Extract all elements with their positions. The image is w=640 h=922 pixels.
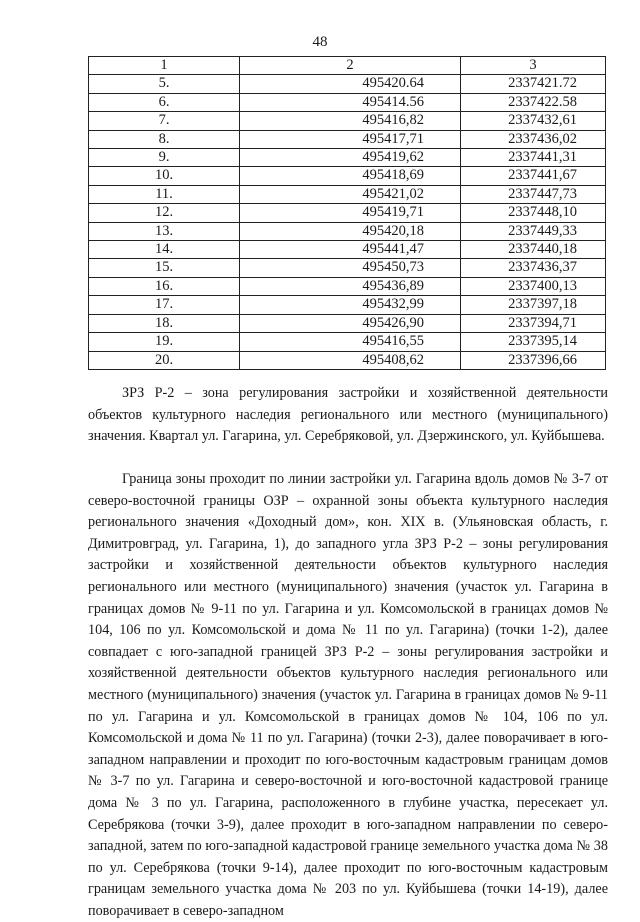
point-number-cell: 15. [89, 259, 240, 277]
table-row [89, 149, 606, 167]
zone-description-paragraph: ЗРЗ Р-2 – зона регулирования застройки и хозяйственной деятельности объектов культурного наследия регионального или местного (муниципального) значения. Квартал ул. Гагарина, ул. Серебряковой, ул. Дзержинского, ул. Куйбышева. [88, 385, 608, 445]
table-row [89, 93, 606, 111]
x-coordinate-cell: 495416,55 [240, 333, 461, 351]
y-coordinate-cell: 2337441,31 [461, 149, 606, 167]
point-number-cell: 10. [89, 167, 240, 185]
x-coordinate-cell: 495420,18 [240, 222, 461, 240]
y-coordinate-cell: 2337436,02 [461, 130, 606, 148]
x-coordinate-cell: 495421,02 [240, 185, 461, 203]
point-number-cell: 13. [89, 222, 240, 240]
boundary-description-paragraph: Граница зоны проходит по линии застройки ул. Гагарина вдоль домов № 3-7 от северо-восточной границы ОЗР – охранной зоны объекта культурного наследия регионального значения «Доходный дом», кон. XIX в. (Ульяновская область, г. Димитровград, ул. Гагарина, 1), до западного угла ЗРЗ Р-2 – зоны регулирования застройки и хозяйственной деятельности объектов культурного наследия регионального или местного (муниципального) значения (участок ул. Гагарина в границах домов № 9-11 по ул. Гагарина и ул. Комсомольской в границах домов № 104, 106 по ул. Комсомольской и дома № 11 по ул. Гагарина) (точки 1-2), далее совпадает с юго-западной границей ЗРЗ Р-2 – зоны регулирования застройки и хозяйственной деятельности объектов культурного наследия регионального или местного (муниципального) значения (участок ул. Гагарина в границах домов № 9-11 по ул. Гагарина и ул. Комсомольской в границах домов № 104, 106 по ул. Комсомольской и дома № 11 по ул. Гагарина) (точки 2-3), далее поворачивает в юго-западном направлении и проходит по юго-восточным кадастровым границам домов № 3-7 по ул. Гагарина и северо-восточной и юго-восточной кадастровой границе дома № 3 по ул. Гагарина, расположенного в глубине участка, пересекает ул. Серебрякова (точки 3-9), далее проходит в юго-западном направлении по северо-западной, затем по юго-западной кадастровой границе земельного участка дома № 38 по ул. Серебрякова (точки 9-14), далее проходит по юго-восточным кадастровым границам земельного участка дома № 203 по ул. Куйбышева (точки 14-19), далее поворачивает в северо-западном [88, 471, 608, 919]
x-coordinate-cell: 495436,89 [240, 277, 461, 295]
x-coordinate-cell: 495416,82 [240, 112, 461, 130]
table-row [89, 333, 606, 351]
column-header: 2 [240, 57, 461, 75]
point-number-cell: 6. [89, 93, 240, 111]
table-row [89, 204, 606, 222]
table-row [89, 351, 606, 369]
y-coordinate-cell: 2337395,14 [461, 333, 606, 351]
x-coordinate-cell: 495408,62 [240, 351, 461, 369]
point-number-cell: 12. [89, 204, 240, 222]
x-coordinate-cell: 495414.56 [240, 93, 461, 111]
point-number-cell: 20. [89, 351, 240, 369]
table-row [89, 314, 606, 332]
x-coordinate-cell: 495419,62 [240, 149, 461, 167]
point-number-cell: 19. [89, 333, 240, 351]
x-coordinate-cell: 495419,71 [240, 204, 461, 222]
table-row [89, 296, 606, 314]
y-coordinate-cell: 2337421.72 [461, 75, 606, 93]
y-coordinate-cell: 2337447,73 [461, 185, 606, 203]
column-header: 1 [89, 57, 240, 75]
table-row [89, 259, 606, 277]
y-coordinate-cell: 2337440,18 [461, 241, 606, 259]
table-row [89, 112, 606, 130]
point-number-cell: 8. [89, 130, 240, 148]
table-row [89, 241, 606, 259]
page-number: 48 [312, 34, 328, 50]
table-row [89, 130, 606, 148]
x-coordinate-cell: 495420.64 [240, 75, 461, 93]
table-row [89, 185, 606, 203]
point-number-cell: 18. [89, 314, 240, 332]
point-number-cell: 16. [89, 277, 240, 295]
y-coordinate-cell: 2337441,67 [461, 167, 606, 185]
point-number-cell: 11. [89, 185, 240, 203]
x-coordinate-cell: 495426,90 [240, 314, 461, 332]
y-coordinate-cell: 2337449,33 [461, 222, 606, 240]
point-number-cell: 17. [89, 296, 240, 314]
point-number-cell: 9. [89, 149, 240, 167]
table-row [89, 222, 606, 240]
y-coordinate-cell: 2337394,71 [461, 314, 606, 332]
table-row [89, 167, 606, 185]
x-coordinate-cell: 495441,47 [240, 241, 461, 259]
x-coordinate-cell: 495418,69 [240, 167, 461, 185]
point-number-cell: 14. [89, 241, 240, 259]
coordinates-table [88, 56, 606, 370]
table-row [89, 75, 606, 93]
table-header-row [89, 57, 606, 75]
y-coordinate-cell: 2337400,13 [461, 277, 606, 295]
y-coordinate-cell: 2337396,66 [461, 351, 606, 369]
y-coordinate-cell: 2337448,10 [461, 204, 606, 222]
point-number-cell: 7. [89, 112, 240, 130]
y-coordinate-cell: 2337436,37 [461, 259, 606, 277]
table-row [89, 277, 606, 295]
x-coordinate-cell: 495432,99 [240, 296, 461, 314]
column-header: 3 [461, 57, 606, 75]
y-coordinate-cell: 2337432,61 [461, 112, 606, 130]
y-coordinate-cell: 2337397,18 [461, 296, 606, 314]
y-coordinate-cell: 2337422.58 [461, 93, 606, 111]
point-number-cell: 5. [89, 75, 240, 93]
x-coordinate-cell: 495450,73 [240, 259, 461, 277]
x-coordinate-cell: 495417,71 [240, 130, 461, 148]
